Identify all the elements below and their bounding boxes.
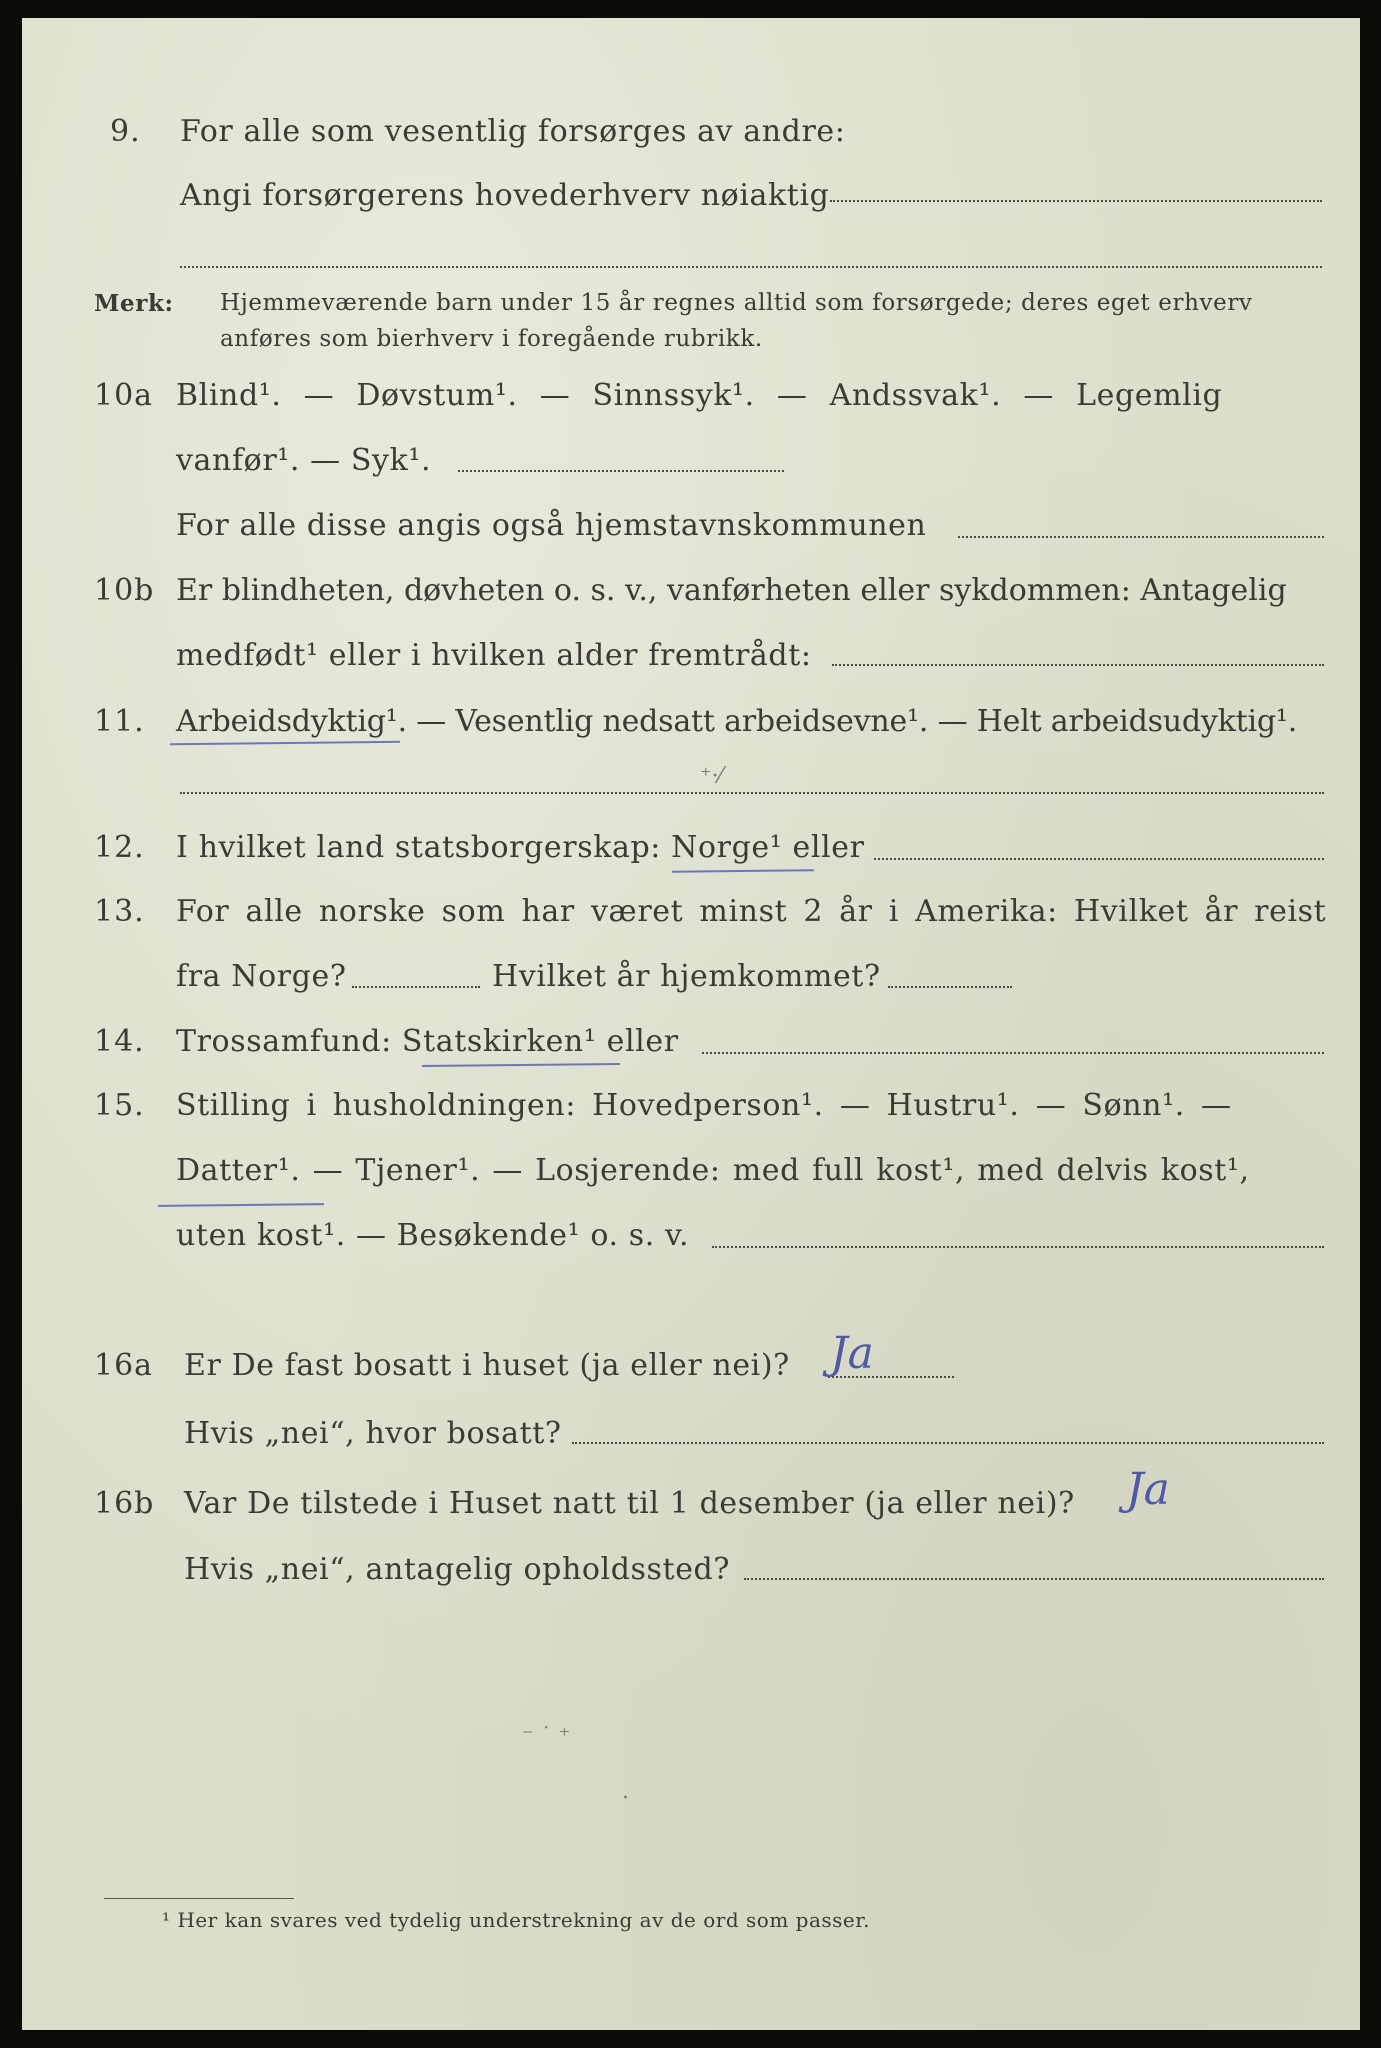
q15-number: 15. [94, 1088, 145, 1123]
census-form-page [22, 18, 1360, 2030]
q16b-text-line1: Var De tilstede i Huset natt til 1 desember (ja eller nei)? [184, 1486, 1075, 1521]
q15-text-line1: Stilling i husholdningen: Hovedperson¹. — Hustru¹. — Sønn¹. — [176, 1088, 1232, 1123]
q15-text-line3: uten kost¹. — Besøkende¹ o. s. v. [176, 1218, 690, 1253]
q13-text-line2a: fra Norge? [176, 959, 347, 994]
q16b-location-field[interactable] [744, 1578, 1324, 1580]
q15-answer-field[interactable] [712, 1246, 1324, 1248]
q13-number: 13. [94, 894, 145, 929]
q10a-answer-field[interactable] [458, 470, 784, 472]
note-line2: anføres som bierhverv i foregående rubrikk. [220, 326, 763, 352]
q11-number: 11. [94, 704, 145, 739]
stray-dot: · [622, 1786, 629, 1811]
q10a-hometown-field[interactable] [958, 536, 1324, 538]
q16b-text-line2: Hvis „nei“, antagelig opholdssted? [184, 1552, 731, 1587]
q11-handwritten-underline [170, 741, 400, 745]
q16a-text-line1: Er De fast bosatt i huset (ja eller nei)? [184, 1348, 790, 1383]
q10a-text-line3: For alle disse angis også hjemstavnskommunen [176, 508, 927, 543]
q10b-text-line2: medfødt¹ eller i hvilken alder fremtrådt: [176, 638, 812, 673]
q12-number: 12. [94, 830, 145, 865]
q10a-number: 10a [94, 378, 154, 413]
stray-pencil-mark: ⁻ ˙ ⁺ [522, 1724, 571, 1749]
q9-answer-field[interactable] [830, 200, 1322, 202]
q10b-answer-field[interactable] [832, 664, 1324, 666]
q9-text-line1: For alle som vesentlig forsørges av andre: [180, 114, 846, 149]
q14-number: 14. [94, 1024, 145, 1059]
q14-handwritten-underline [422, 1063, 620, 1067]
q13-text-line1: For alle norske som har været minst 2 år i Amerika: Hvilket år reist [176, 894, 1327, 929]
q13-text-line2b: Hvilket år hjemkommet? [492, 959, 881, 994]
q10b-number: 10b [94, 573, 155, 608]
q12-text-line1: I hvilket land statsborgerskap: Norge¹ eller [176, 830, 865, 865]
q16a-number: 16a [94, 1348, 154, 1383]
q16b-number: 16b [94, 1486, 155, 1521]
q12-handwritten-underline [672, 869, 814, 872]
q9-answer-field-2[interactable] [180, 266, 1322, 268]
q13-year-returned-field[interactable] [888, 986, 1012, 988]
q16b-handwritten-answer: Ja [1126, 1464, 1170, 1515]
q11-text-line1: Arbeidsdyktig¹. — Vesentlig nedsatt arbeidsevne¹. — Helt arbeidsudyktig¹. [176, 704, 1298, 739]
q16a-text-line2: Hvis „nei“, hvor bosatt? [184, 1416, 562, 1451]
q15-text-line2: Datter¹. — Tjener¹. — Losjerende: med full kost¹, med delvis kost¹, [176, 1153, 1250, 1188]
q10a-text-line1: Blind¹. — Døvstum¹. — Sinnssyk¹. — Andssvak¹. — Legemlig [176, 378, 1223, 413]
q11-pencil-mark: ⁺·⁄ [700, 764, 723, 789]
footnote-rule [104, 1898, 294, 1899]
footnote: ¹ Her kan svares ved tydelig understrekning av de ord som passer. [162, 1908, 870, 1932]
note-label: Merk: [94, 290, 174, 317]
q16a-handwritten-answer: Ja [830, 1328, 874, 1379]
q10a-text-line2: vanfør¹. — Syk¹. [176, 443, 432, 478]
q15-handwritten-underline [158, 1203, 324, 1207]
q12-answer-field[interactable] [874, 858, 1324, 860]
q13-year-left-field[interactable] [352, 986, 480, 988]
note-line1: Hjemmeværende barn under 15 år regnes alltid som forsørgede; deres eget erhverv [220, 290, 1253, 316]
q16a-residence-field[interactable] [572, 1442, 1324, 1444]
q11-answer-field[interactable] [180, 792, 1324, 794]
q14-text-line1: Trossamfund: Statskirken¹ eller [176, 1024, 679, 1059]
q10b-text-line1: Er blindheten, døvheten o. s. v., vanførheten eller sykdommen: Antagelig [176, 573, 1287, 608]
q9-number: 9. [110, 114, 141, 149]
q9-text-line2: Angi forsørgerens hovederhverv nøiaktig [180, 178, 830, 213]
q14-answer-field[interactable] [702, 1052, 1324, 1054]
